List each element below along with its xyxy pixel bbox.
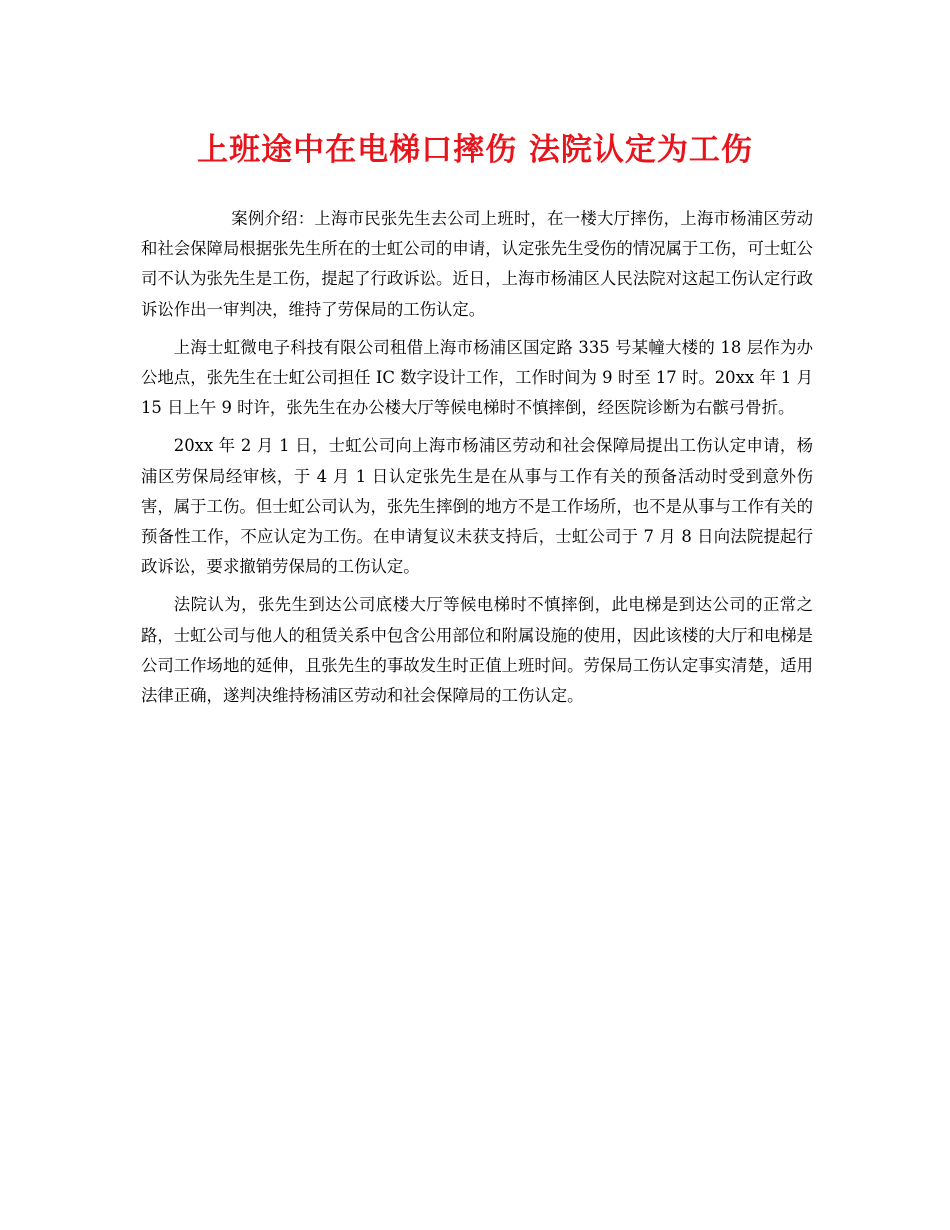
paragraph-case-intro: 案例介绍：上海市民张先生去公司上班时，在一楼大厅摔伤，上海市杨浦区劳动和社会保障局根据张先生所在的士虹公司的申请，认定张先生受伤的情况属于工伤，可士虹公司不认为张先生是工伤，提起了行政诉讼。近日，上海市杨浦区人民法院对这起工伤认定行政诉讼作出一审判决，维持了劳保局的工伤认定。 <box>141 209 814 319</box>
paragraph-application: 20xx 年 2 月 1 日，士虹公司向上海市杨浦区劳动和社会保障局提出工伤认定申请，杨浦区劳保局经审核，于 4 月 1 日认定张先生是在从事与工作有关的预备活动时受到意外伤害，属于工伤。但士虹公司认为，张先生摔倒的地方不是工作场所，也不是从事与工作有关的预备性工作，不应认定为工伤。在申请复议未获支持后，士虹公司于 7 月 8 日向法院提起行政诉讼，要求撤销劳保局的工伤认定。 <box>141 436 814 577</box>
paragraph-court-ruling: 法院认为，张先生到达公司底楼大厅等候电梯时不慎摔倒，此电梯是到达公司的正常之路，士虹公司与他人的租赁关系中包含公用部位和附属设施的使用，因此该楼的大厅和电梯是公司工作场地的延伸，且张先生的事故发生时正值上班时间。劳保局工伤认定事实清楚，适用法律正确，遂判决维持杨浦区劳动和社会保障局的工伤认定。 <box>141 595 814 706</box>
document-body <box>141 204 813 719</box>
paragraph-background: 上海士虹微电子科技有限公司租借上海市杨浦区国定路 335 号某幢大楼的 18 层作为办公地点，张先生在士虹公司担任 IC 数字设计工作，工作时间为 9 时至 17 时。20xx 年 1 月 15 日上午 9 时许，张先生在办公楼大厅等候电梯时不慎摔倒，经医院诊断为右髌弓骨折。 <box>141 337 813 418</box>
document-title: 上班途中在电梯口摔伤 法院认定为工伤 <box>197 132 753 168</box>
